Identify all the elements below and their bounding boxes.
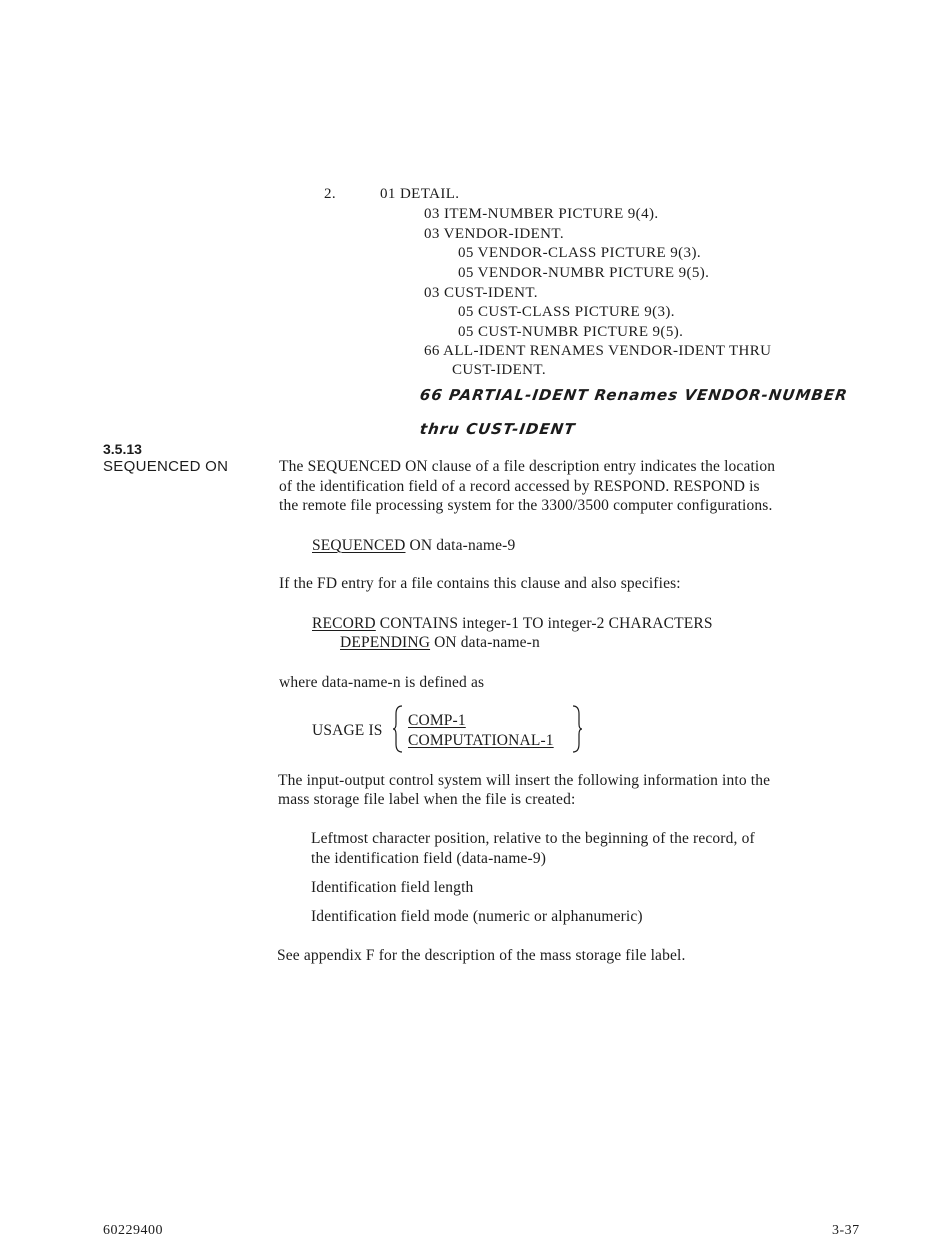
list-item: Identification field mode (numeric or alphanumeric): [311, 908, 643, 925]
paragraph-line: of the identification field of a record accessed by RESPOND. RESPOND is: [279, 478, 760, 495]
paragraph-where: where data-name-n is defined as: [279, 674, 485, 691]
section-title: SEQUENCED ON: [103, 458, 229, 475]
example-number: 2.: [324, 186, 337, 202]
list-item: Identification field length: [311, 879, 474, 896]
paragraph-line: The input-output control system will insert the following information into the: [278, 772, 771, 789]
format-record-contains: [312, 615, 713, 633]
paragraph-line: the remote file processing system for the 3300/3500 computer configurations.: [279, 497, 773, 514]
right-brace-icon: [571, 704, 583, 754]
format-sequenced-on: [312, 537, 515, 555]
keyword-sequenced: SEQUENCED: [312, 537, 406, 554]
paragraph-fd-entry: If the FD entry for a file contains this clause and also specifies:: [279, 575, 681, 592]
document-number: 60229400: [103, 1223, 163, 1238]
code-line: CUST-IDENT.: [452, 362, 546, 378]
usage-option-computational-1: COMPUTATIONAL-1: [408, 732, 554, 749]
left-brace-icon: [392, 704, 404, 754]
section-number: 3.5.13: [103, 441, 142, 457]
keyword-record: RECORD: [312, 615, 376, 632]
list-item: Leftmost character position, relative to the beginning of the record, of: [311, 830, 755, 847]
code-line: 03 ITEM-NUMBER PICTURE 9(4).: [424, 206, 659, 222]
code-line: 05 VENDOR-NUMBR PICTURE 9(5).: [458, 265, 710, 281]
paragraph-line: The SEQUENCED ON clause of a file description entry indicates the location: [279, 458, 776, 475]
format-rest: ON data-name-9: [405, 537, 516, 554]
format-rest: CONTAINS integer-1 TO integer-2 CHARACTERS: [375, 615, 713, 632]
code-line: 01 DETAIL.: [380, 186, 460, 202]
usage-label: USAGE IS: [312, 722, 383, 739]
list-item: the identification field (data-name-9): [311, 850, 547, 867]
format-rest: ON data-name-n: [430, 634, 540, 651]
format-depending-on: [340, 634, 540, 652]
page-number: 3-37: [832, 1223, 860, 1238]
code-line: 05 VENDOR-CLASS PICTURE 9(3).: [458, 245, 702, 261]
handwritten-note-line1: 66 PARTIAL-IDENT Renames VENDOR-NUMBER: [418, 386, 849, 404]
code-line: 05 CUST-CLASS PICTURE 9(3).: [458, 304, 675, 320]
code-line: 03 CUST-IDENT.: [424, 285, 538, 301]
code-line: 05 CUST-NUMBR PICTURE 9(5).: [458, 324, 684, 340]
paragraph-appendix: See appendix F for the description of the mass storage file label.: [277, 947, 686, 964]
keyword-depending: DEPENDING: [340, 634, 431, 651]
code-line: 03 VENDOR-IDENT.: [424, 226, 564, 242]
usage-option-comp-1: COMP-1: [408, 712, 466, 729]
paragraph-line: mass storage file label when the file is created:: [278, 791, 576, 808]
handwritten-note-line2: thru CUST-IDENT: [418, 420, 577, 438]
code-line: 66 ALL-IDENT RENAMES VENDOR-IDENT THRU: [424, 343, 772, 359]
